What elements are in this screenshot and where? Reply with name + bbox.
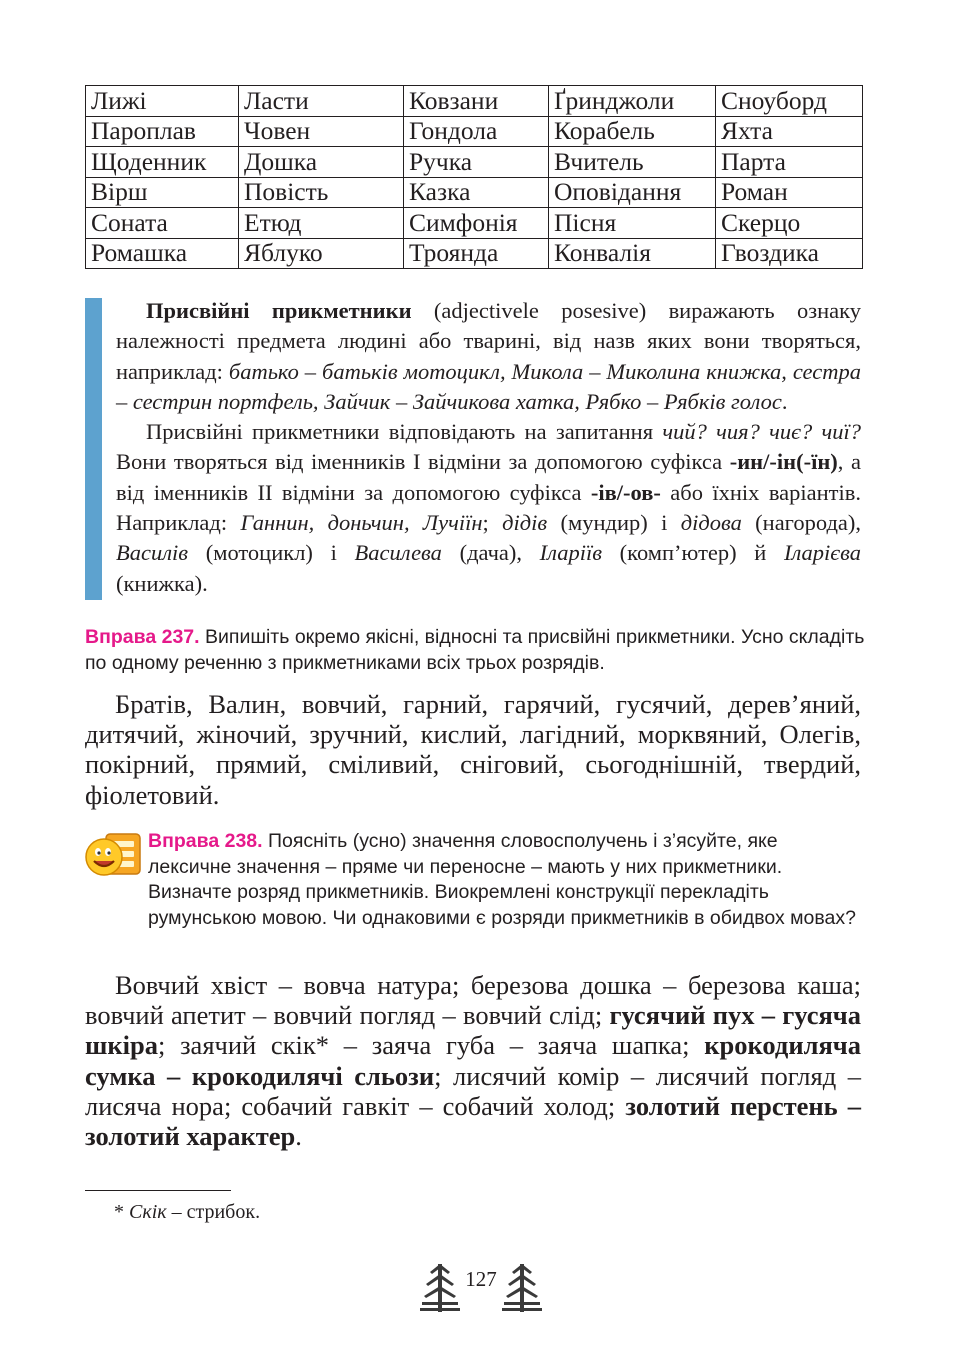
table-cell: Сноуборд	[716, 86, 863, 117]
table-cell: Яхта	[716, 116, 863, 147]
exercise-238-text: Вовчий хвіст – вовча натура; березова дошка – березова каша; вовчий апетит – вовчий погляд – вовчий слід; гусячий пух – гусяча шкіра; заячий скік* – заяча губа – заяча шапка; крокодиляча сумка – крокодилячі сльози; лисячий комір – лисячий погляд – лисяча нора; собачий гавкіт – собачий холод; золотий перстень – золотий характер.	[85, 970, 862, 1152]
smiley-book-icon	[84, 830, 142, 880]
table-cell: Оповідання	[549, 177, 716, 208]
table-cell: Корабель	[549, 116, 716, 147]
exercise-237-number: Вправа 237.	[85, 626, 200, 648]
rule-paragraph-2: Присвійні прикметники відповідають на запитання чий? чия? чиє? чиї? Вони творяться від іменників I відміни за допомогою суфікса -ин/-ін(-їн), а від іменників II відміни за допомогою суфікса -ів/-ов- або їхніх варіантів. Наприклад: Ганнин, доньчин, Лучіїн; дідів (мундир) і дідова (нагорода), Василів (мотоцикл) і Василева (дача), Іларіїв (комп’ютер) й Іларієва (книжка).	[116, 419, 862, 596]
table-cell: Соната	[86, 208, 239, 239]
rule-examples: батько – батьків мотоцикл, Микола – Миколина книжка, сестра – сестрин портфель, Зайчик – Зайчикова хатка, Рябко – Рябків голос	[116, 358, 861, 414]
table-cell: Парта	[716, 147, 863, 178]
page-number-block	[418, 1258, 544, 1318]
exercise-238-task: Вправа 238. Поясніть (усно) значення словосполучень і з’ясуйте, яке лексичне значення – пряме чи переносне – мають у них прикметники. Визначте розряд прикметників. Виокремлені конструкції перекладіть румунською мовою. Чи однаковими є розряди прикметників в обидвох мовах?	[148, 830, 856, 929]
table-row	[86, 116, 863, 147]
rule-term: Присвійні прикметники	[146, 298, 412, 323]
table-cell: Казка	[404, 177, 549, 208]
table-cell: Пісня	[549, 208, 716, 239]
table-cell: Гондола	[404, 116, 549, 147]
highlight-3: золотий перстень – золотий характер	[85, 1090, 861, 1152]
table-cell: Ручка	[404, 147, 549, 178]
table-cell: Вчитель	[549, 147, 716, 178]
table-cell: Пароплав	[86, 116, 239, 147]
table-cell: Повість	[239, 177, 404, 208]
table-cell: Скерцо	[716, 208, 863, 239]
table-cell: Троянда	[404, 238, 549, 269]
suffix-2: -ів/-ов-	[590, 479, 661, 505]
word-table	[85, 85, 863, 269]
table-cell: Човен	[239, 116, 404, 147]
table-cell: Симфонія	[404, 208, 549, 239]
rule-paragraph-1: Присвійні прикметники (adjectivele posesive) виражають ознаку належності предмета людині або тварині, від назв яких вони творяться, наприклад: батько – батьків мотоцикл, Микола – Миколина книжка, сестра – сестрин портфель, Зайчик – Зайчикова хатка, Рябко – Рябків голос.	[116, 298, 861, 414]
table-cell: Ромашка	[86, 238, 239, 269]
table-cell: Ласти	[239, 86, 404, 117]
exercise-237-text: Братів, Валин, вовчий, гарний, гарячий, гусячий, дерев’яний, дитячий, жіночий, зручний, кислий, лагідний, морквяний, Олегів, покірний, прямий, сміливий, сніговий, сьогоднішній, твердий, фіолетовий.	[85, 689, 861, 810]
rule-block	[116, 296, 861, 599]
table-row	[86, 147, 863, 178]
page-number: 127	[465, 1267, 497, 1291]
table-row	[86, 208, 863, 239]
exercise-237-task: Вправа 237. Випишіть окремо якісні, відносні та присвійні прикметники. Усно складіть по одному реченню з прикметниками всіх трьох розрядів.	[85, 626, 865, 674]
footnote: * Скік – стрибок.	[114, 1201, 261, 1223]
highlight-1: гусячий пух – гусяча шкіра	[85, 1000, 861, 1061]
table-cell: Вірш	[86, 177, 239, 208]
table-row	[86, 177, 863, 208]
table-row	[86, 238, 863, 269]
table-cell: Роман	[716, 177, 863, 208]
table-cell: Ковзани	[404, 86, 549, 117]
suffix-1: -ин/-ін(-їн)	[729, 449, 838, 475]
table-cell: Дошка	[239, 147, 404, 178]
table-cell: Щоденник	[86, 147, 239, 178]
highlight-2: крокодиляча сумка – крокодилячі сльози	[85, 1030, 861, 1091]
footnote-divider	[85, 1190, 231, 1191]
ornament-right-icon	[500, 1258, 544, 1318]
ornament-left-icon	[418, 1258, 462, 1318]
table-cell: Гвоздика	[716, 238, 863, 269]
rule-accent-bar	[85, 298, 102, 600]
table-row	[86, 86, 863, 117]
table-cell: Яблуко	[239, 238, 404, 269]
exercise-238-number: Вправа 238.	[148, 830, 263, 852]
table-cell: Ґринджоли	[549, 86, 716, 117]
table-cell: Конвалія	[549, 238, 716, 269]
table-cell: Лижі	[86, 86, 239, 117]
table-cell: Етюд	[239, 208, 404, 239]
